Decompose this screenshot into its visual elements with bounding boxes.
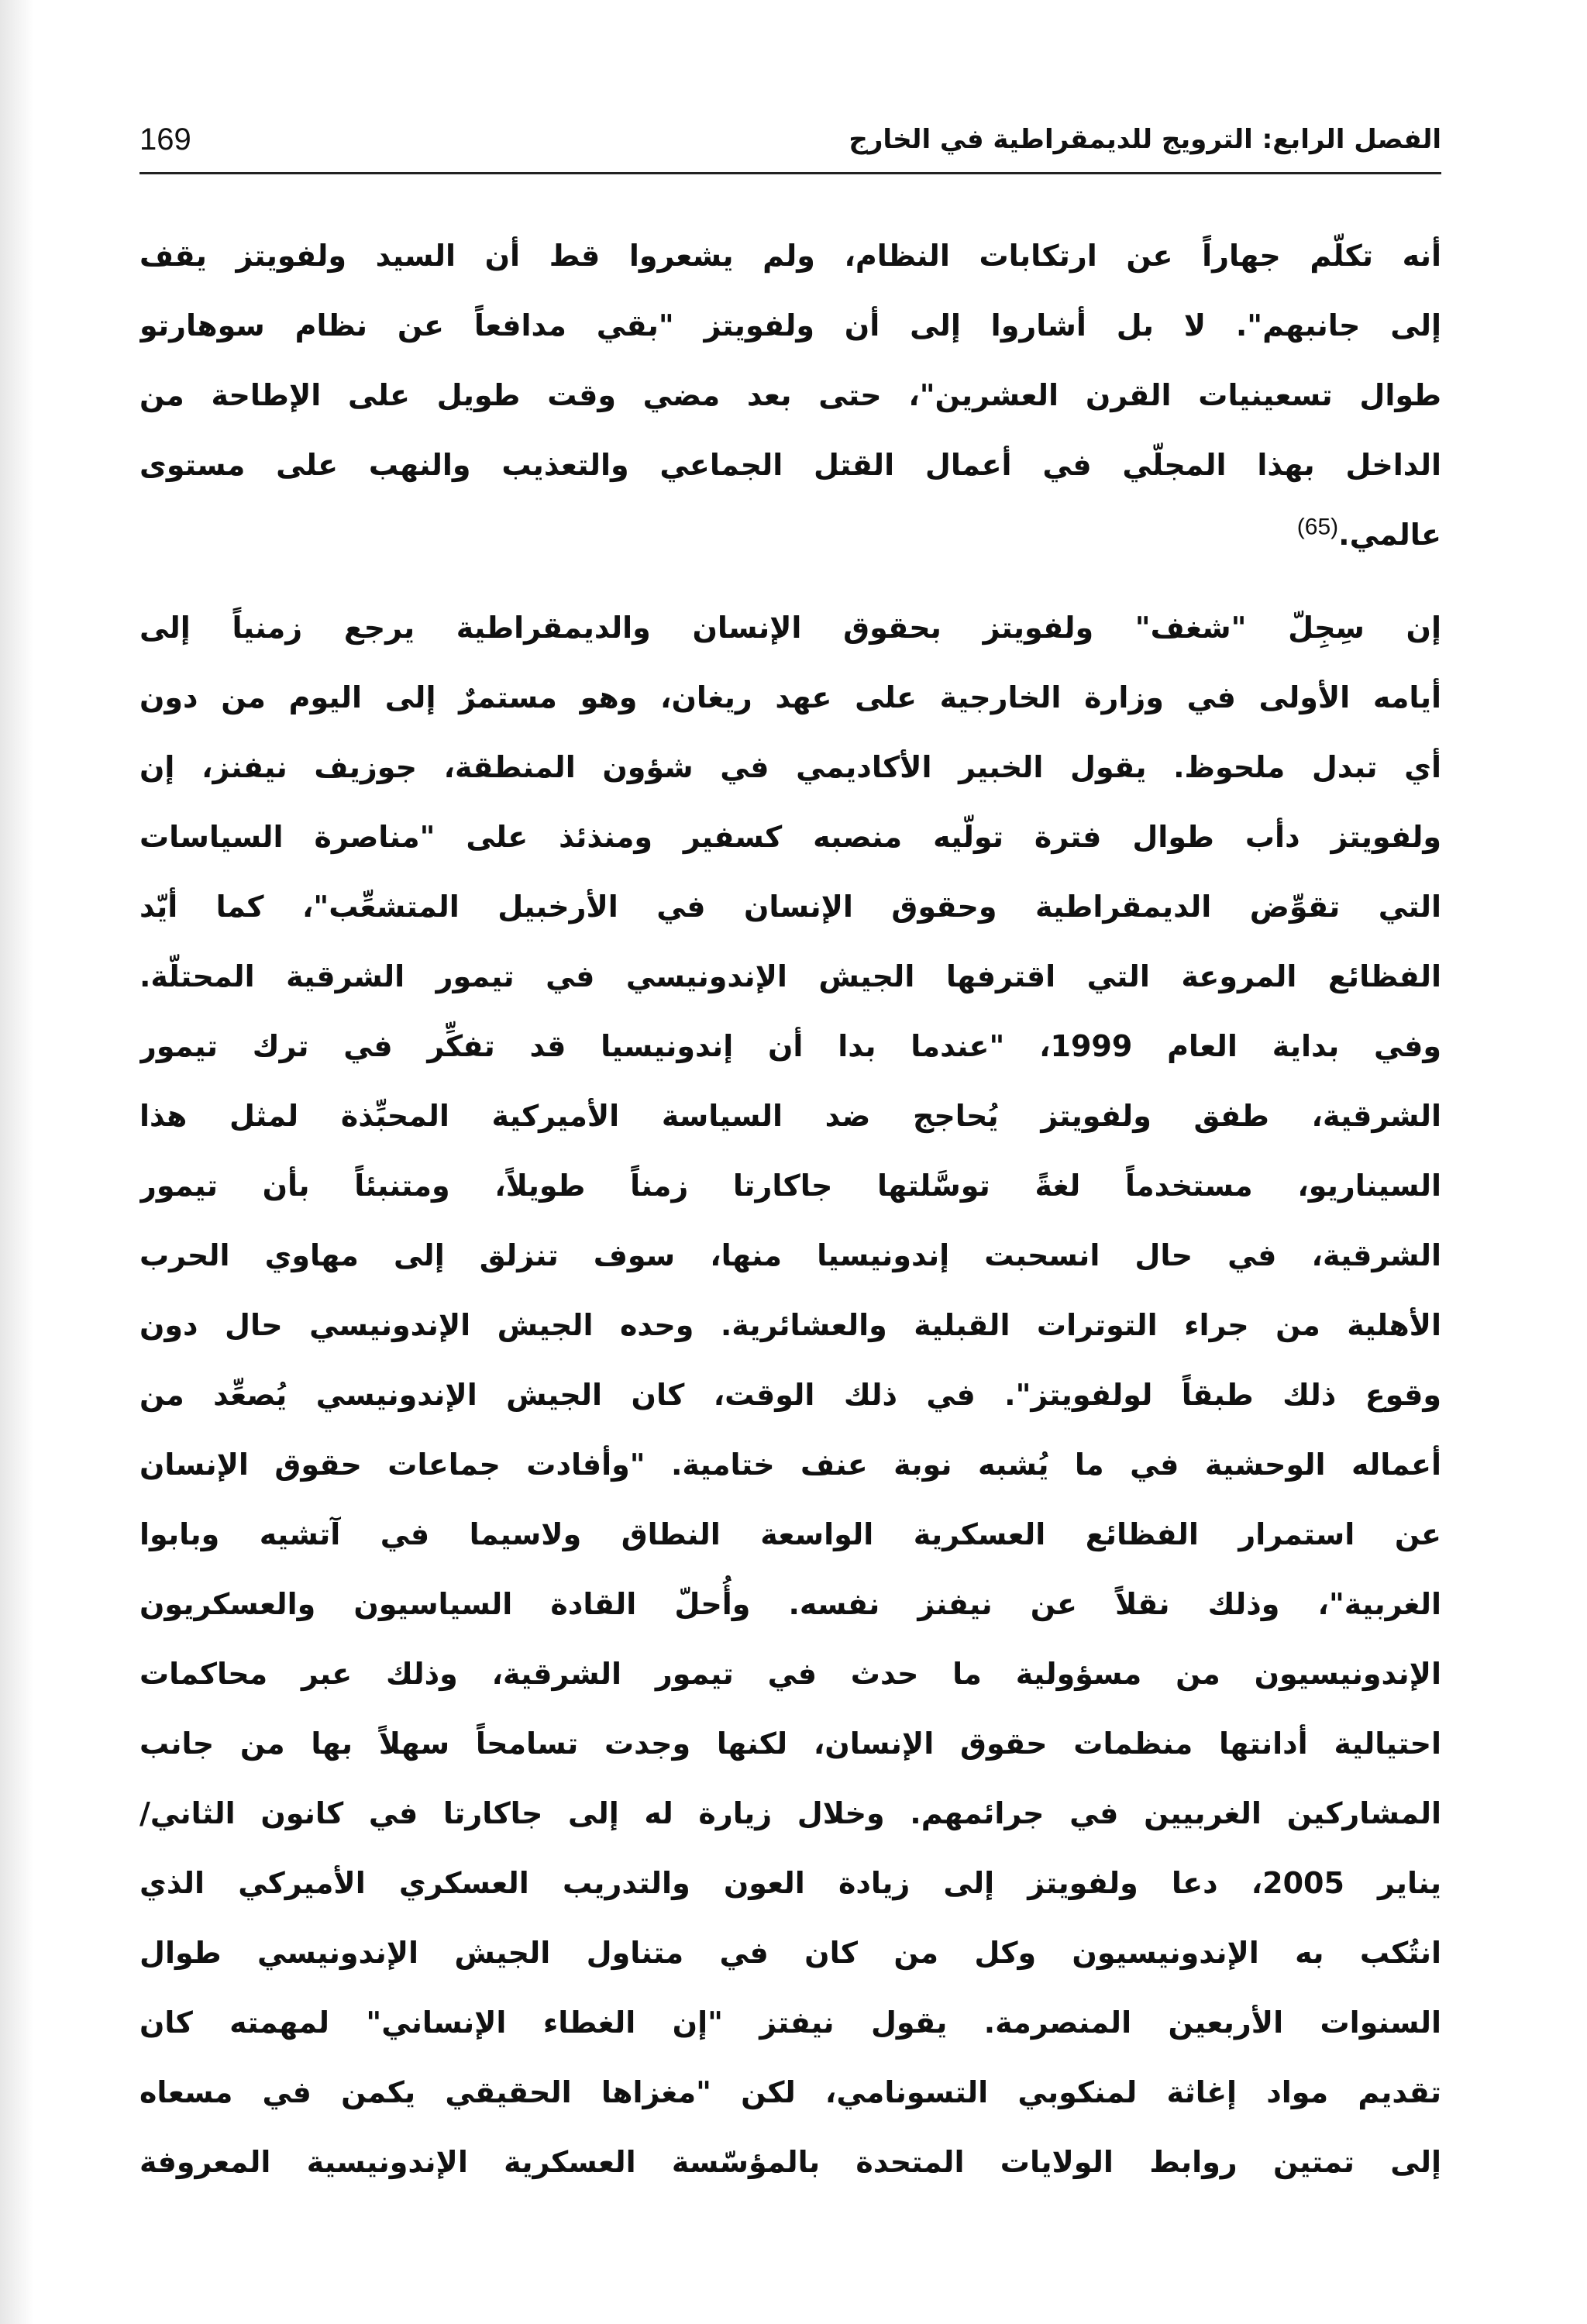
text-line: إلى جانبهم". لا بل أشاروا إلى أن ولفويتز "بقي مدافعاً عن نظام سوهارتو — [139, 308, 1441, 343]
text-line: السيناريو، مستخدماً لغةً توسَّلتها جاكارتا زمناً طويلاً، ومتنبئاً بأن تيمور — [139, 1169, 1441, 1203]
scan-shadow — [0, 0, 34, 2324]
paragraph-2 — [139, 593, 1441, 2197]
text-line: يناير 2005، دعا ولفويتز إلى زيادة العون والتدريب العسكري الأميركي الذي — [139, 1866, 1441, 1900]
text-line-with-footnote — [139, 500, 1441, 570]
footnote-reference: (65) — [1296, 514, 1339, 540]
text-line: وقوع ذلك طبقاً لولفويتز". في ذلك الوقت، كان الجيش الإندونيسي يُصعِّد من — [139, 1378, 1441, 1412]
text-line: الإندونيسيون من مسؤولية ما حدث في تيمور الشرقية، وذلك عبر محاكمات — [139, 1657, 1441, 1691]
text-line: وفي بداية العام 1999، "عندما بدا أن إندونيسيا قد تفكِّر في ترك تيمور — [139, 1029, 1441, 1063]
paragraph-1 — [139, 221, 1441, 570]
text-line: الأهلية من جراء التوترات القبلية والعشائرية. وحده الجيش الإندونيسي حال دون — [139, 1308, 1441, 1342]
text-line: تقديم مواد إغاثة لمنكوبي التسونامي، لكن "مغزاها الحقيقي يكمن في مسعاه — [139, 2075, 1441, 2109]
text-line: أنه تكلّم جهاراً عن ارتكابات النظام، ولم يشعروا قط أن السيد ولفويتز يقف — [139, 239, 1441, 273]
text-line: الشرقية، طفق ولفويتز يُحاجج ضد السياسة الأميركية المحبِّذة لمثل هذا — [139, 1099, 1441, 1133]
running-title: الفصل الرابع: الترويج للديمقراطية في الخارج — [849, 124, 1441, 155]
text-line: الداخل بهذا المجلّي في أعمال القتل الجماعي والتعذيب والنهب على مستوى — [139, 448, 1441, 482]
text-line: إلى تمتين روابط الولايات المتحدة بالمؤسّسة العسكرية الإندونيسية المعروفة — [139, 2145, 1441, 2179]
text-line: عن استمرار الفظائع العسكرية الواسعة النطاق ولاسيما في آتشيه وبابوا — [139, 1517, 1441, 1551]
text-line: أيامه الأولى في وزارة الخارجية على عهد ريغان، وهو مستمرٌ إلى اليوم من دون — [139, 680, 1441, 714]
text-line: أعماله الوحشية في ما يُشبه نوبة عنف ختامية. "وأفادت جماعات حقوق الإنسان — [139, 1448, 1441, 1482]
text-line: الغربية"، وذلك نقلاً عن نيفنز نفسه. وأُحلّ القادة السياسيون والعسكريون — [139, 1587, 1441, 1621]
text-line: انتُكب به الإندونيسيون وكل من كان في متناول الجيش الإندونيسي طوال — [139, 1936, 1441, 1970]
text-line: التي تقوِّض الديمقراطية وحقوق الإنسان في الأرخبيل المتشعِّب"، كما أيّد — [139, 890, 1441, 924]
text-line: عالمي. — [1338, 518, 1441, 552]
page-number: 169 — [139, 122, 191, 157]
text-line: طوال تسعينيات القرن العشرين"، حتى بعد مضي وقت طويل على الإطاحة من — [139, 378, 1441, 412]
text-line: السنوات الأربعين المنصرمة. يقول نيفتز "إن الغطاء الإنساني" لمهمته كان — [139, 2006, 1441, 2040]
header-divider — [139, 172, 1441, 174]
paragraph-spacer — [139, 570, 1441, 593]
text-line: احتيالية أدانتها منظمات حقوق الإنسان، لكنها وجدت تسامحاً سهلاً بها من جانب — [139, 1727, 1441, 1761]
page-header — [139, 108, 1441, 163]
text-line: ولفويتز دأب طوال فترة تولّيه منصبه كسفير ومنذئذ على "مناصرة السياسات — [139, 820, 1441, 854]
body-text — [139, 221, 1441, 2197]
text-line: الشرقية، في حال انسحبت إندونيسيا منها، سوف تنزلق إلى مهاوي الحرب — [139, 1238, 1441, 1272]
text-line: الفظائع المروعة التي اقترفها الجيش الإندونيسي في تيمور الشرقية المحتلّة. — [139, 959, 1441, 993]
text-line: المشاركين الغربيين في جرائمهم. وخلال زيارة له إلى جاكارتا في كانون الثاني/ — [139, 1796, 1441, 1830]
text-line: أي تبدل ملحوظ. يقول الخبير الأكاديمي في شؤون المنطقة، جوزيف نيفنز، إن — [139, 750, 1441, 784]
text-line: إن سِجِلّ "شغف" ولفويتز بحقوق الإنسان والديمقراطية يرجع زمنياً إلى — [139, 611, 1441, 645]
